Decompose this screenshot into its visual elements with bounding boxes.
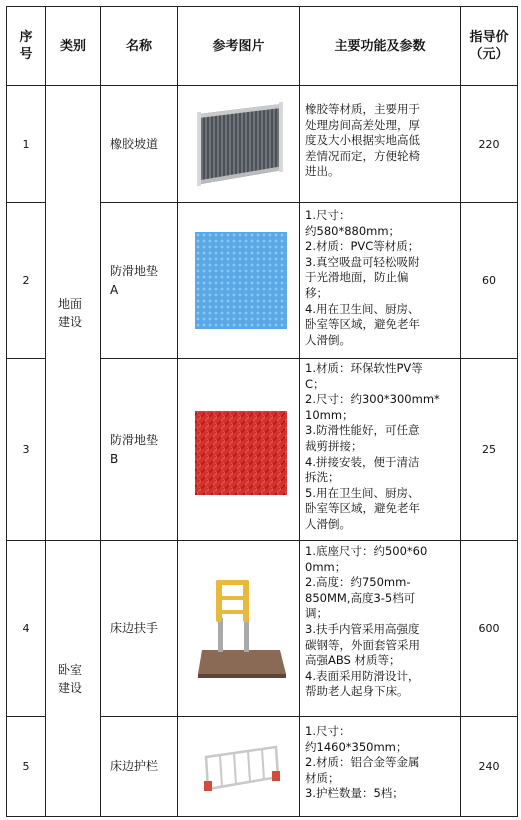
table-row <box>7 541 518 717</box>
bed-guardrail-image <box>178 717 300 817</box>
row-name: 橡胶坡道 <box>101 86 178 203</box>
table-row <box>7 86 518 203</box>
row-price: 240 <box>461 717 518 817</box>
row-desc: 1.底座尺寸：约500*60 0mm； 2.高度：约750mm- 850MM,高度3-5档可 调； 3.扶手内管采用高强度 碳钢等，外面套管采用 高强ABS 材质等； 4.表面采用防滑设计， 帮助老人起身下床。 <box>300 541 461 717</box>
row-seq: 5 <box>7 717 46 817</box>
blue-mat-image <box>178 203 300 359</box>
header-seq: 序号 <box>7 7 46 86</box>
row-seq: 3 <box>7 359 46 541</box>
row-price: 600 <box>461 541 518 717</box>
category-cell: 地面建设 <box>46 86 101 541</box>
row-desc: 1.尺寸： 约1460*350mm； 2.材质：铝合金等金属 材质； 3.护栏数量：5档； <box>300 717 461 817</box>
row-desc: 1.材质：环保软性PV等 C； 2.尺寸：约300*300mm* 10mm； 3.防滑性能好，可任意 裁剪拼接； 4.拼接安装，便于清洁 拆洗； 5.用在卫生间、厨房、 卧室等区域，避免老年 人滑倒。 <box>300 359 461 541</box>
row-price: 60 <box>461 203 518 359</box>
row-price: 220 <box>461 86 518 203</box>
row-seq: 4 <box>7 541 46 717</box>
blue-mat-icon <box>195 232 287 329</box>
header-category: 类别 <box>46 7 101 86</box>
bed-guardrail-icon <box>202 741 282 795</box>
row-desc: 1.尺寸： 约580*880mm； 2.材质：PVC等材质； 3.真空吸盘可轻松吸附 于光滑地面，防止偏 移； 4.用在卫生间、厨房、 卧室等区域，避免老年 人滑倒。 <box>300 203 461 359</box>
rubber-ramp-image <box>178 86 300 203</box>
header-row <box>7 7 518 86</box>
red-mat-icon <box>195 411 287 495</box>
row-price: 25 <box>461 359 518 541</box>
row-desc: 橡胶等材质，主要用于 处理房间高差处理，厚 度及大小根据实地高低 差情况而定，方便轮椅 进出。 <box>300 86 461 203</box>
bed-handrail-image <box>178 541 300 717</box>
bed-handrail-icon <box>194 578 290 682</box>
header-price: 指导价（元） <box>461 7 518 86</box>
row-seq: 2 <box>7 203 46 359</box>
row-name: 防滑地垫A <box>101 203 178 359</box>
header-desc: 主要功能及参数 <box>300 7 461 86</box>
rubber-ramp-icon <box>195 100 287 192</box>
row-seq: 1 <box>7 86 46 203</box>
header-image: 参考图片 <box>178 7 300 86</box>
product-table <box>6 6 518 817</box>
row-name: 床边扶手 <box>101 541 178 717</box>
row-name: 防滑地垫B <box>101 359 178 541</box>
row-name: 床边护栏 <box>101 717 178 817</box>
red-mat-image <box>178 359 300 541</box>
category-cell: 卧室建设 <box>46 541 101 817</box>
header-name: 名称 <box>101 7 178 86</box>
